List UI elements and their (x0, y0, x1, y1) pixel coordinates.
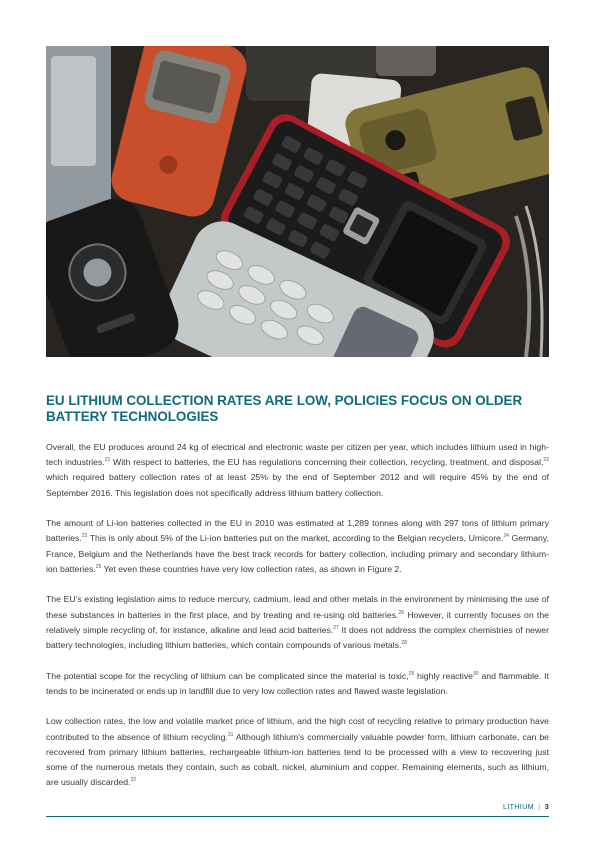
footnote-ref: 22 (543, 457, 549, 464)
footnote-ref: 32 (130, 777, 137, 784)
footnote-ref: 26 (398, 609, 405, 616)
text-run: However, it currently focuses on the relatively simple recycling of, for instance, alkaline and lead acid batteries. (46, 609, 549, 635)
footnote-ref: 28 (401, 640, 407, 647)
page-footer (503, 802, 549, 811)
text-run: Yet even these countries have very low collection rates, as shown in Figure 2. (101, 563, 402, 574)
text-run: The amount of Li-ion batteries collected in the EU in 2010 was estimated at 1,289 tonnes along with 297 tons of lithium primary batteries. (46, 518, 549, 544)
footnote-ref: 27 (333, 624, 339, 631)
footnote-ref: 31 (227, 731, 234, 738)
footnote-ref: 24 (503, 533, 509, 540)
text-run: Low collection rates, the low and volatile market price of lithium, and the high cost of recycling relative to primary production have contributed to the absence of lithium recycling. (46, 716, 549, 742)
text-run: Although lithium's commercially valuable powder form, lithium carbonate, can be recovered from primary lithium batteries, rechargeable lithium-ion batteries tend to be processed with a view to recovering just some of the numerous metals they contain, such as cobalt, nickel, aluminium and copper. Remaining elements, such as lithium, are usually discarded. (46, 731, 549, 788)
text-run: This is only about 5% of the Li-ion batteries put on the market, according to the Belgian recyclers, Umicore. (87, 533, 504, 544)
paragraph-3 (46, 592, 549, 653)
footnote-ref: 30 (473, 670, 479, 677)
section-heading: EU LITHIUM COLLECTION RATES ARE LOW, POLICIES FOCUS ON OLDER BATTERY TECHNOLOGIES (46, 393, 523, 424)
footer-divider (46, 816, 549, 817)
footnote-ref: 25 (95, 563, 102, 570)
footnote-ref: 23 (81, 533, 88, 540)
paragraph-4 (46, 669, 549, 699)
text-run: and flammable. It tends to be incinerated or ends up in landfill due to very low collection rates and flawed waste legislation. (46, 670, 549, 696)
hero-photo-old-mobile-phones (46, 46, 549, 357)
text-run: Germany, France, Belgium and the Netherlands have the best track records for battery collection, including primary and secondary lithium-ion batteries. (46, 533, 549, 574)
text-run: which required battery collection rates of at least 25% by the end of September 2012 and will require 45% by the end of September 2016. This legislation does not specifically address lithium battery collection. (46, 472, 549, 498)
text-run: With respect to batteries, the EU has regulations concerning their collection, recycling, treatment, and disposal, (110, 457, 544, 468)
footer-section-label: LITHIUM (503, 802, 534, 811)
paragraph-5 (46, 714, 549, 790)
footnote-ref: 29 (408, 670, 415, 677)
text-run: It does not address the complex chemistries of newer battery technologies, including lithium batteries, which contain compounds of various metals. (46, 624, 549, 651)
page-number: 3 (544, 802, 549, 811)
text-run: Overall, the EU produces around 24 kg of electrical and electronic waste per citizen per year, which includes lithium used in high-tech industries. (46, 442, 549, 468)
paragraph-2 (46, 516, 549, 577)
text-run: The EU's existing legislation aims to reduce mercury, cadmium, lead and other metals in the environment by minimising the use of these substances in batteries in the first place, and by treating and re-using old batteries. (46, 594, 549, 620)
footnote-ref: 21 (104, 457, 111, 464)
paragraph-1 (46, 440, 549, 501)
text-run: The potential scope for the recycling of lithium can be complicated since the material is toxic, (46, 670, 409, 681)
footer-separator: | (538, 802, 541, 811)
text-run: highly reactive (414, 670, 474, 681)
body-text (46, 440, 549, 806)
